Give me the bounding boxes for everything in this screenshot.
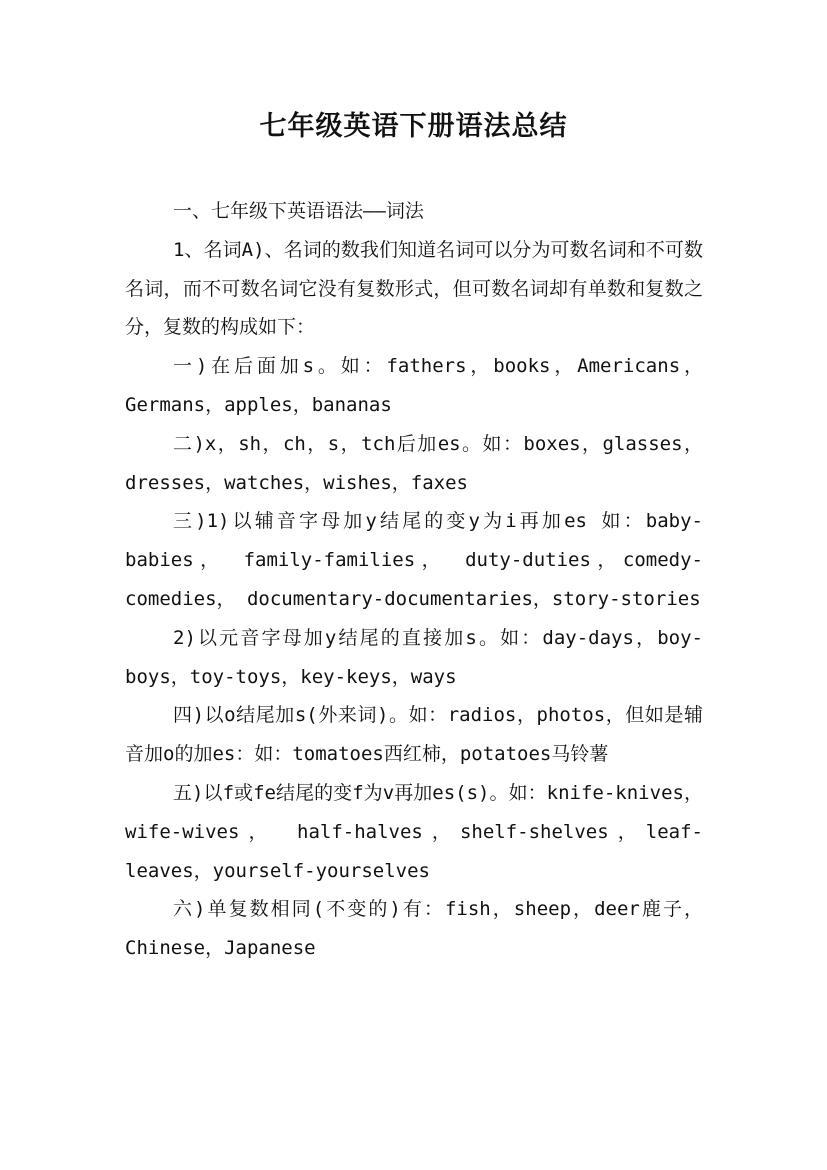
document-body (125, 192, 703, 968)
plural-rule-4-paragraph: 四)以o结尾加s(外来词)。如：radios，photos，但如是辅音加o的加es：如：tomatoes西红柿，potatoes马铃薯 (125, 704, 703, 766)
plural-rule-5-paragraph: 五)以f或fe结尾的变f为v再加es(s)。如：knife-knives， wife-wives， half-halves，shelf-shelves，leaf-leaves，yourself-yourselves (125, 781, 703, 882)
plural-rule-2-paragraph: 二)x，sh，ch，s，tch后加es。如：boxes，glasses，dresses，watches，wishes，faxes (125, 432, 703, 494)
plural-rule-6-paragraph: 六)单复数相同(不变的)有：fish，sheep，deer鹿子，Chinese，Japanese (125, 898, 703, 960)
section-heading-paragraph: 一、七年级下英语语法——词法 (173, 200, 424, 222)
plural-rule-1-paragraph: 一)在后面加s。如：fathers，books，Americans，Germans，apples，bananas (125, 355, 703, 416)
plural-rule-3b-paragraph: 2)以元音字母加y结尾的直接加s。如：day-days，boy-boys，toy-toys，key-keys，ways (125, 626, 703, 688)
plural-rule-3-paragraph: 三)1)以辅音字母加y结尾的变y为i再加es 如：baby-babies， family-families， duty-duties，comedy-comedies， documentary-documentaries，story-stories (125, 510, 703, 610)
noun-intro-paragraph: 1、名词A)、名词的数我们知道名词可以分为可数名词和不可数名词，而不可数名词它没有复数形式，但可数名词却有单数和复数之分，复数的构成如下： (125, 238, 703, 339)
document-title: 七年级英语下册语法总结 (259, 111, 568, 142)
